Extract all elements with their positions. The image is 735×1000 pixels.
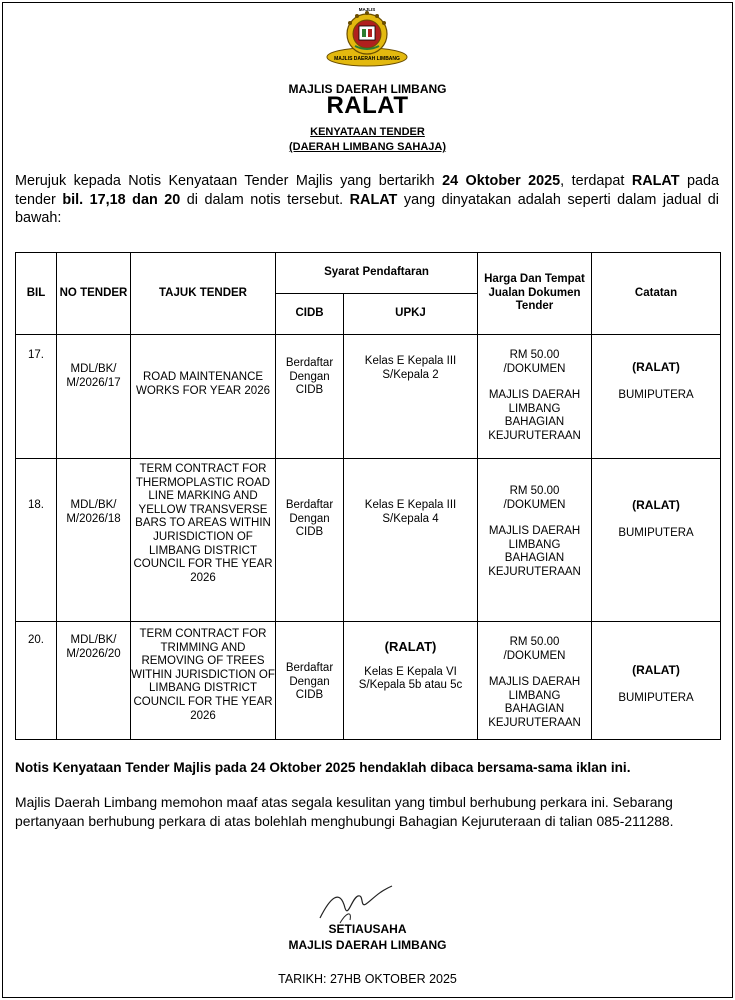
- organization-name: MAJLIS DAERAH LIMBANG: [288, 82, 447, 96]
- header-cidb: CIDB: [276, 294, 344, 335]
- intro-text: pada tender: [15, 173, 719, 208]
- cell-tajuk-tender: TERM CONTRACT FOR TRIMMING AND REMOVING OF TREES WITHIN JURISDICTION OF LIMBANG DISTRICT COUNCIL FOR THE YEAR 2026: [131, 622, 276, 740]
- header-catatan: Catatan: [592, 253, 721, 335]
- cell-harga: [478, 622, 592, 740]
- cell-cidb: Berdaftar Dengan CIDB: [276, 335, 344, 459]
- intro-date: 24 Oktober 2025: [442, 173, 561, 189]
- header-upkj: UPKJ: [344, 294, 478, 335]
- intro-paragraph: [15, 172, 719, 228]
- upkj-ralat: (RALAT): [384, 639, 437, 654]
- catatan-text: BUMIPUTERA: [618, 527, 694, 540]
- intro-text: di dalam notis tersebut.: [180, 191, 350, 208]
- cell-upkj: [344, 622, 478, 740]
- table-row: [16, 335, 721, 459]
- notice-statement: Notis Kenyataan Tender Majlis pada 24 Oktober 2025 hendaklah dibaca bersama-sama iklan ini.: [15, 760, 631, 775]
- apology-paragraph: Majlis Daerah Limbang memohon maaf atas segala kesulitan yang timbul berhubung perkara ini. Sebarang pertanyaan berhubung perkara di atas bolehlah menghubungi Bahagian Kejuruteraan di talian 085-211288.: [15, 794, 674, 829]
- intro-text: yang dinyatakan adalah seperti dalam jadual di bawah:: [15, 191, 719, 226]
- intro-tender-numbers: bil. 17,18 dan 20: [62, 191, 181, 208]
- cell-harga: [478, 335, 592, 459]
- table-row: [16, 622, 721, 740]
- cell-tajuk-tender: ROAD MAINTENANCE WORKS FOR YEAR 2026: [131, 335, 276, 459]
- upkj-text: Kelas E Kepala VI S/Kepala 5b atau 5c: [358, 665, 463, 692]
- harga-place: MAJLIS DAERAH LIMBANG BAHAGIAN KEJURUTERAAN: [488, 676, 581, 729]
- cell-bil: 20.: [16, 622, 57, 740]
- header-syarat-pendaftaran: Syarat Pendaftaran: [276, 253, 478, 294]
- signature-date: TARIKH: 27HB OKTOBER 2025: [278, 972, 457, 986]
- area-subtitle: (DAERAH LIMBANG SAHAJA): [288, 141, 447, 153]
- header-harga: Harga Dan Tempat Jualan Dokumen Tender: [478, 253, 592, 335]
- cell-upkj: Kelas E Kepala III S/Kepala 4: [344, 459, 478, 622]
- notice-subtitle: KENYATAAN TENDER: [310, 126, 425, 138]
- header-bil: BIL: [16, 253, 57, 335]
- header-tajuk-tender: TAJUK TENDER: [131, 253, 276, 335]
- intro-text: , terdapat: [560, 173, 632, 189]
- cell-cidb: Berdaftar Dengan CIDB: [276, 622, 344, 740]
- cell-bil: 17.: [16, 335, 57, 459]
- cell-tajuk-tender: TERM CONTRACT FOR THERMOPLASTIC ROAD LINE MARKING AND YELLOW TRANSVERSE BARS TO AREAS WITHIN JURISDICTION OF LIMBANG DISTRICT COUNCIL FOR THE YEAR 2026: [131, 459, 276, 622]
- cell-cidb: Berdaftar Dengan CIDB: [276, 459, 344, 622]
- cell-upkj: Kelas E Kepala III S/Kepala 2: [344, 335, 478, 459]
- intro-text: Merujuk kepada Notis Kenyataan Tender Majlis yang bertarikh: [15, 173, 443, 189]
- page-title: RALAT: [326, 92, 409, 119]
- header-no-tender: NO TENDER: [57, 253, 131, 335]
- cell-catatan: [592, 459, 721, 622]
- cell-no-tender: MDL/BK/ M/2026/20: [57, 622, 131, 740]
- catatan-text: BUMIPUTERA: [618, 692, 694, 705]
- harga-price: RM 50.00 /DOKUMEN: [503, 349, 566, 375]
- cell-catatan: [592, 622, 721, 740]
- table-row: [16, 459, 721, 622]
- signatory-title: SETIAUSAHA: [328, 922, 407, 936]
- tender-table: [15, 252, 721, 740]
- seal-banner-text: MAJLIS DAERAH LIMBANG: [334, 56, 400, 62]
- seal-top-text: MAJLIS: [358, 7, 376, 12]
- council-seal-logo: [325, 6, 409, 68]
- cell-no-tender: MDL/BK/ M/2026/17: [57, 335, 131, 459]
- intro-ralat: RALAT: [631, 173, 680, 189]
- cell-harga: [478, 459, 592, 622]
- harga-price: RM 50.00 /DOKUMEN: [503, 636, 566, 662]
- harga-price: RM 50.00 /DOKUMEN: [503, 485, 566, 511]
- catatan-ralat: (RALAT): [632, 663, 680, 677]
- harga-place: MAJLIS DAERAH LIMBANG BAHAGIAN KEJURUTERAAN: [488, 389, 581, 442]
- intro-ralat: RALAT: [349, 191, 398, 208]
- catatan-ralat: (RALAT): [632, 360, 680, 374]
- cell-bil: 18.: [16, 459, 57, 622]
- cell-no-tender: MDL/BK/ M/2026/18: [57, 459, 131, 622]
- cell-catatan: [592, 335, 721, 459]
- harga-place: MAJLIS DAERAH LIMBANG BAHAGIAN KEJURUTERAAN: [488, 525, 581, 578]
- signatory-organization: MAJLIS DAERAH LIMBANG: [288, 938, 447, 952]
- catatan-ralat: (RALAT): [632, 498, 680, 512]
- catatan-text: BUMIPUTERA: [618, 389, 694, 402]
- handwritten-signature: [300, 868, 410, 928]
